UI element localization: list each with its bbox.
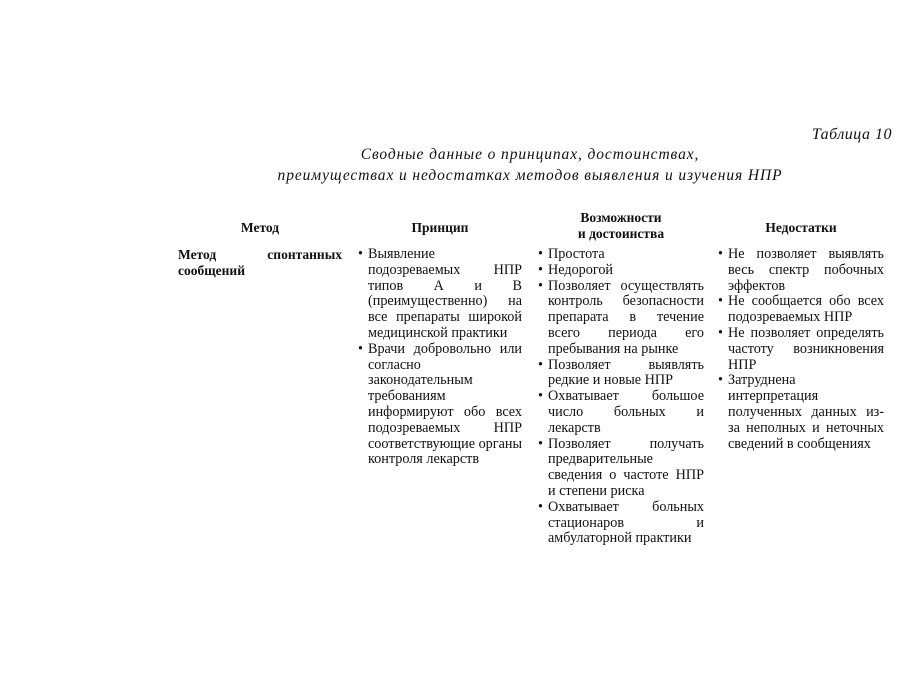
principle-item: • Выявление подозреваемых НПР типов А и В (преимущественно) на все препараты широкой медицинской практики xyxy=(358,247,522,342)
table-caption-line-2: преимуществах и недостатках методов выявления и изучения НПР xyxy=(277,167,783,184)
principle-list xyxy=(358,247,522,468)
drawbacks-item: • Не позволяет определять частоту возникновения НПР xyxy=(718,326,884,373)
header-advantages xyxy=(538,210,704,242)
advantages-item: • Позволяет получать предварительные сведения о частоте НПР и степени риска xyxy=(538,437,704,500)
header-advantages-line-1: Возможности xyxy=(580,210,662,225)
advantages-list xyxy=(538,247,704,547)
cell-method: Метод спонтанных сообщений xyxy=(178,247,342,278)
advantages-item: • Недорогой xyxy=(538,263,704,279)
header-advantages-line-2: и достоинства xyxy=(577,226,665,241)
cell-drawbacks xyxy=(718,247,884,452)
drawbacks-item: • Не позволяет выявлять весь спектр побочных эффектов xyxy=(718,247,884,294)
principle-item: • Врачи добровольно или согласно законодательным требованиям информируют обо всех подозреваемых НПР соответствующие органы контроля лекарств xyxy=(358,342,522,468)
advantages-item: • Охватывает большое число больных и лекарств xyxy=(538,389,704,436)
advantages-item: • Позволяет осуществлять контроль безопасности препарата в течение всего периода его пребывания на рынке xyxy=(538,279,704,358)
advantages-item: • Позволяет выявлять редкие и новые НПР xyxy=(538,358,704,390)
table-number: Таблица 10 xyxy=(811,126,892,143)
table-caption-line-1: Сводные данные о принципах, достоинствах, xyxy=(360,146,700,163)
cell-advantages xyxy=(538,247,704,547)
cell-principle xyxy=(358,247,522,468)
header-method: Метод xyxy=(240,220,280,235)
drawbacks-item: • Не сообщается обо всех подозреваемых НПР xyxy=(718,294,884,326)
header-drawbacks: Недостатки xyxy=(765,220,837,235)
header-principle: Принцип xyxy=(411,220,469,235)
advantages-item: • Простота xyxy=(538,247,704,263)
drawbacks-list xyxy=(718,247,884,452)
advantages-item: • Охватывает больных стационаров и амбулаторной практики xyxy=(538,500,704,547)
drawbacks-item: • Затруднена интерпретация полученных данных из-за неполных и неточных сведений в сообщениях xyxy=(718,373,884,452)
